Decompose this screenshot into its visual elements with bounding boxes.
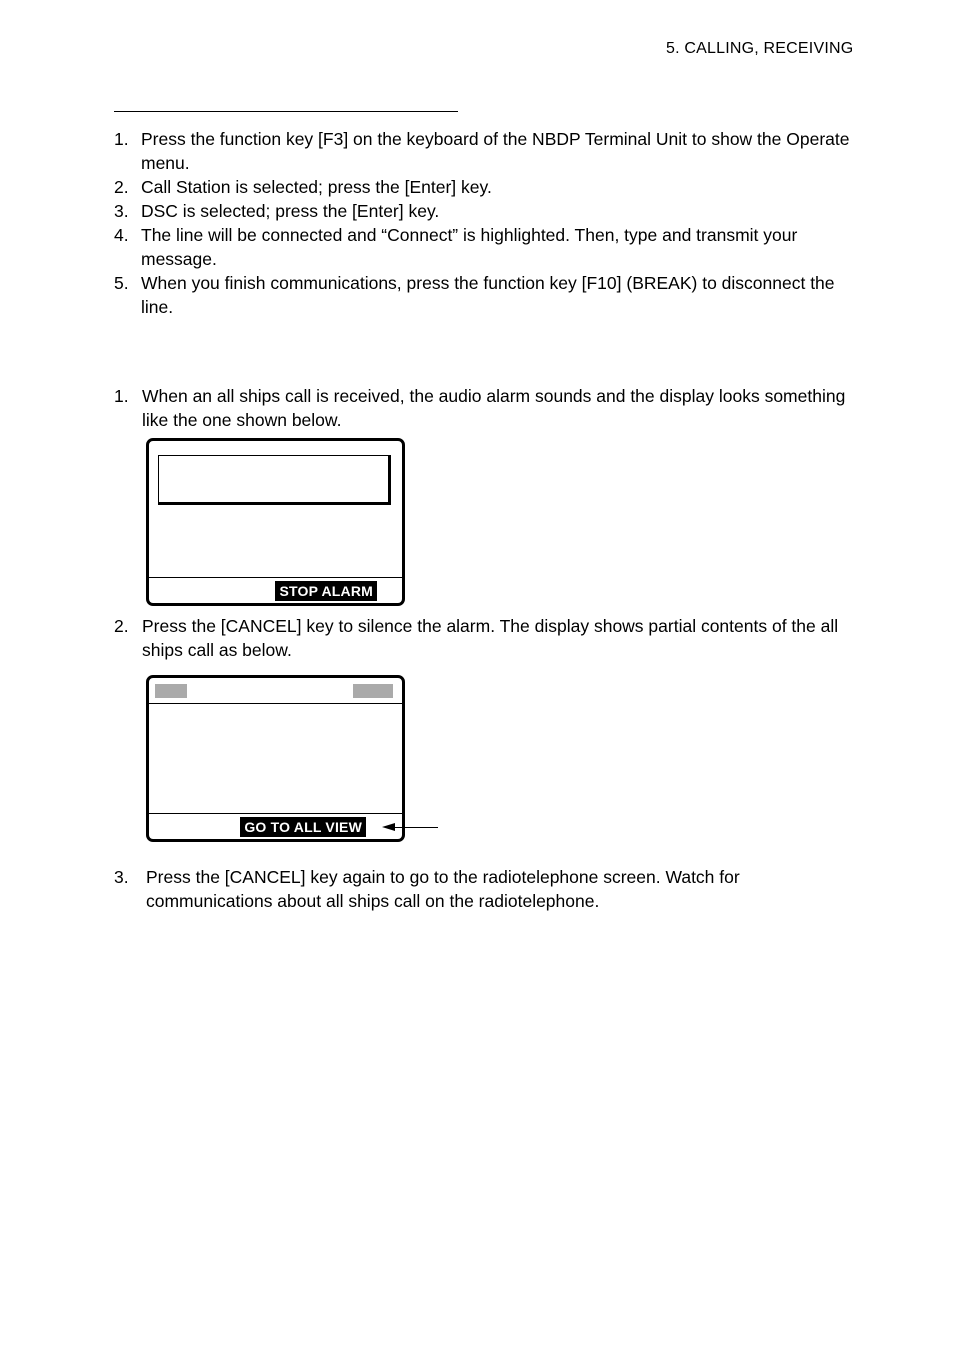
receive-procedure-list xyxy=(114,384,854,432)
step-text: Press the [CANCEL] key again to go to the radiotelephone screen. Watch for communications about all ships call on the radiotelephone. xyxy=(146,867,740,911)
section-heading-rule xyxy=(114,111,458,112)
step-number: 2. xyxy=(114,616,129,636)
alarm-display-illustration xyxy=(146,438,405,606)
running-header: 5. CALLING, RECEIVING xyxy=(666,40,854,57)
step-number: 3. xyxy=(114,201,129,221)
softkey-bar xyxy=(149,577,402,603)
receive-procedure-step-2 xyxy=(114,614,854,662)
list-item xyxy=(114,865,854,913)
step-number: 2. xyxy=(114,177,129,197)
list-item xyxy=(114,271,854,319)
display-top-bar xyxy=(149,678,402,704)
step-text: Press the function key [F3] on the keyboard of the NBDP Terminal Unit to show the Operate menu. xyxy=(141,129,850,173)
step-text: When an all ships call is received, the audio alarm sounds and the display looks something like the one shown below. xyxy=(142,386,846,430)
step-number: 3. xyxy=(114,867,129,887)
softkey-bar xyxy=(149,813,402,839)
nbdp-procedure-list xyxy=(114,127,854,319)
callout-arrow-icon xyxy=(382,823,395,831)
alarm-message-box xyxy=(158,455,391,505)
step-number: 1. xyxy=(114,129,129,149)
stop-alarm-softkey[interactable]: STOP ALARM xyxy=(275,581,377,601)
list-item xyxy=(114,199,854,223)
step-text: Call Station is selected; press the [Enter] key. xyxy=(141,177,492,197)
step-text: The line will be connected and “Connect” is highlighted. Then, type and transmit your message. xyxy=(141,225,798,269)
step-number: 5. xyxy=(114,273,129,293)
list-item xyxy=(114,223,854,271)
right-status-tag xyxy=(353,684,393,698)
step-text: When you finish communications, press the function key [F10] (BREAK) to disconnect the line. xyxy=(141,273,835,317)
list-item xyxy=(114,127,854,175)
step-number: 4. xyxy=(114,225,129,245)
partial-contents-display-illustration xyxy=(146,675,405,842)
go-to-all-view-softkey[interactable]: GO TO ALL VIEW xyxy=(240,817,366,837)
step-text: Press the [CANCEL] key to silence the alarm. The display shows partial contents of the all ships call as below. xyxy=(142,616,839,660)
list-item xyxy=(114,175,854,199)
step-text: DSC is selected; press the [Enter] key. xyxy=(141,201,440,221)
left-status-tag xyxy=(155,684,187,698)
receive-procedure-step-3 xyxy=(114,865,854,913)
list-item xyxy=(114,614,854,662)
list-item xyxy=(114,384,854,432)
step-number: 1. xyxy=(114,386,129,406)
